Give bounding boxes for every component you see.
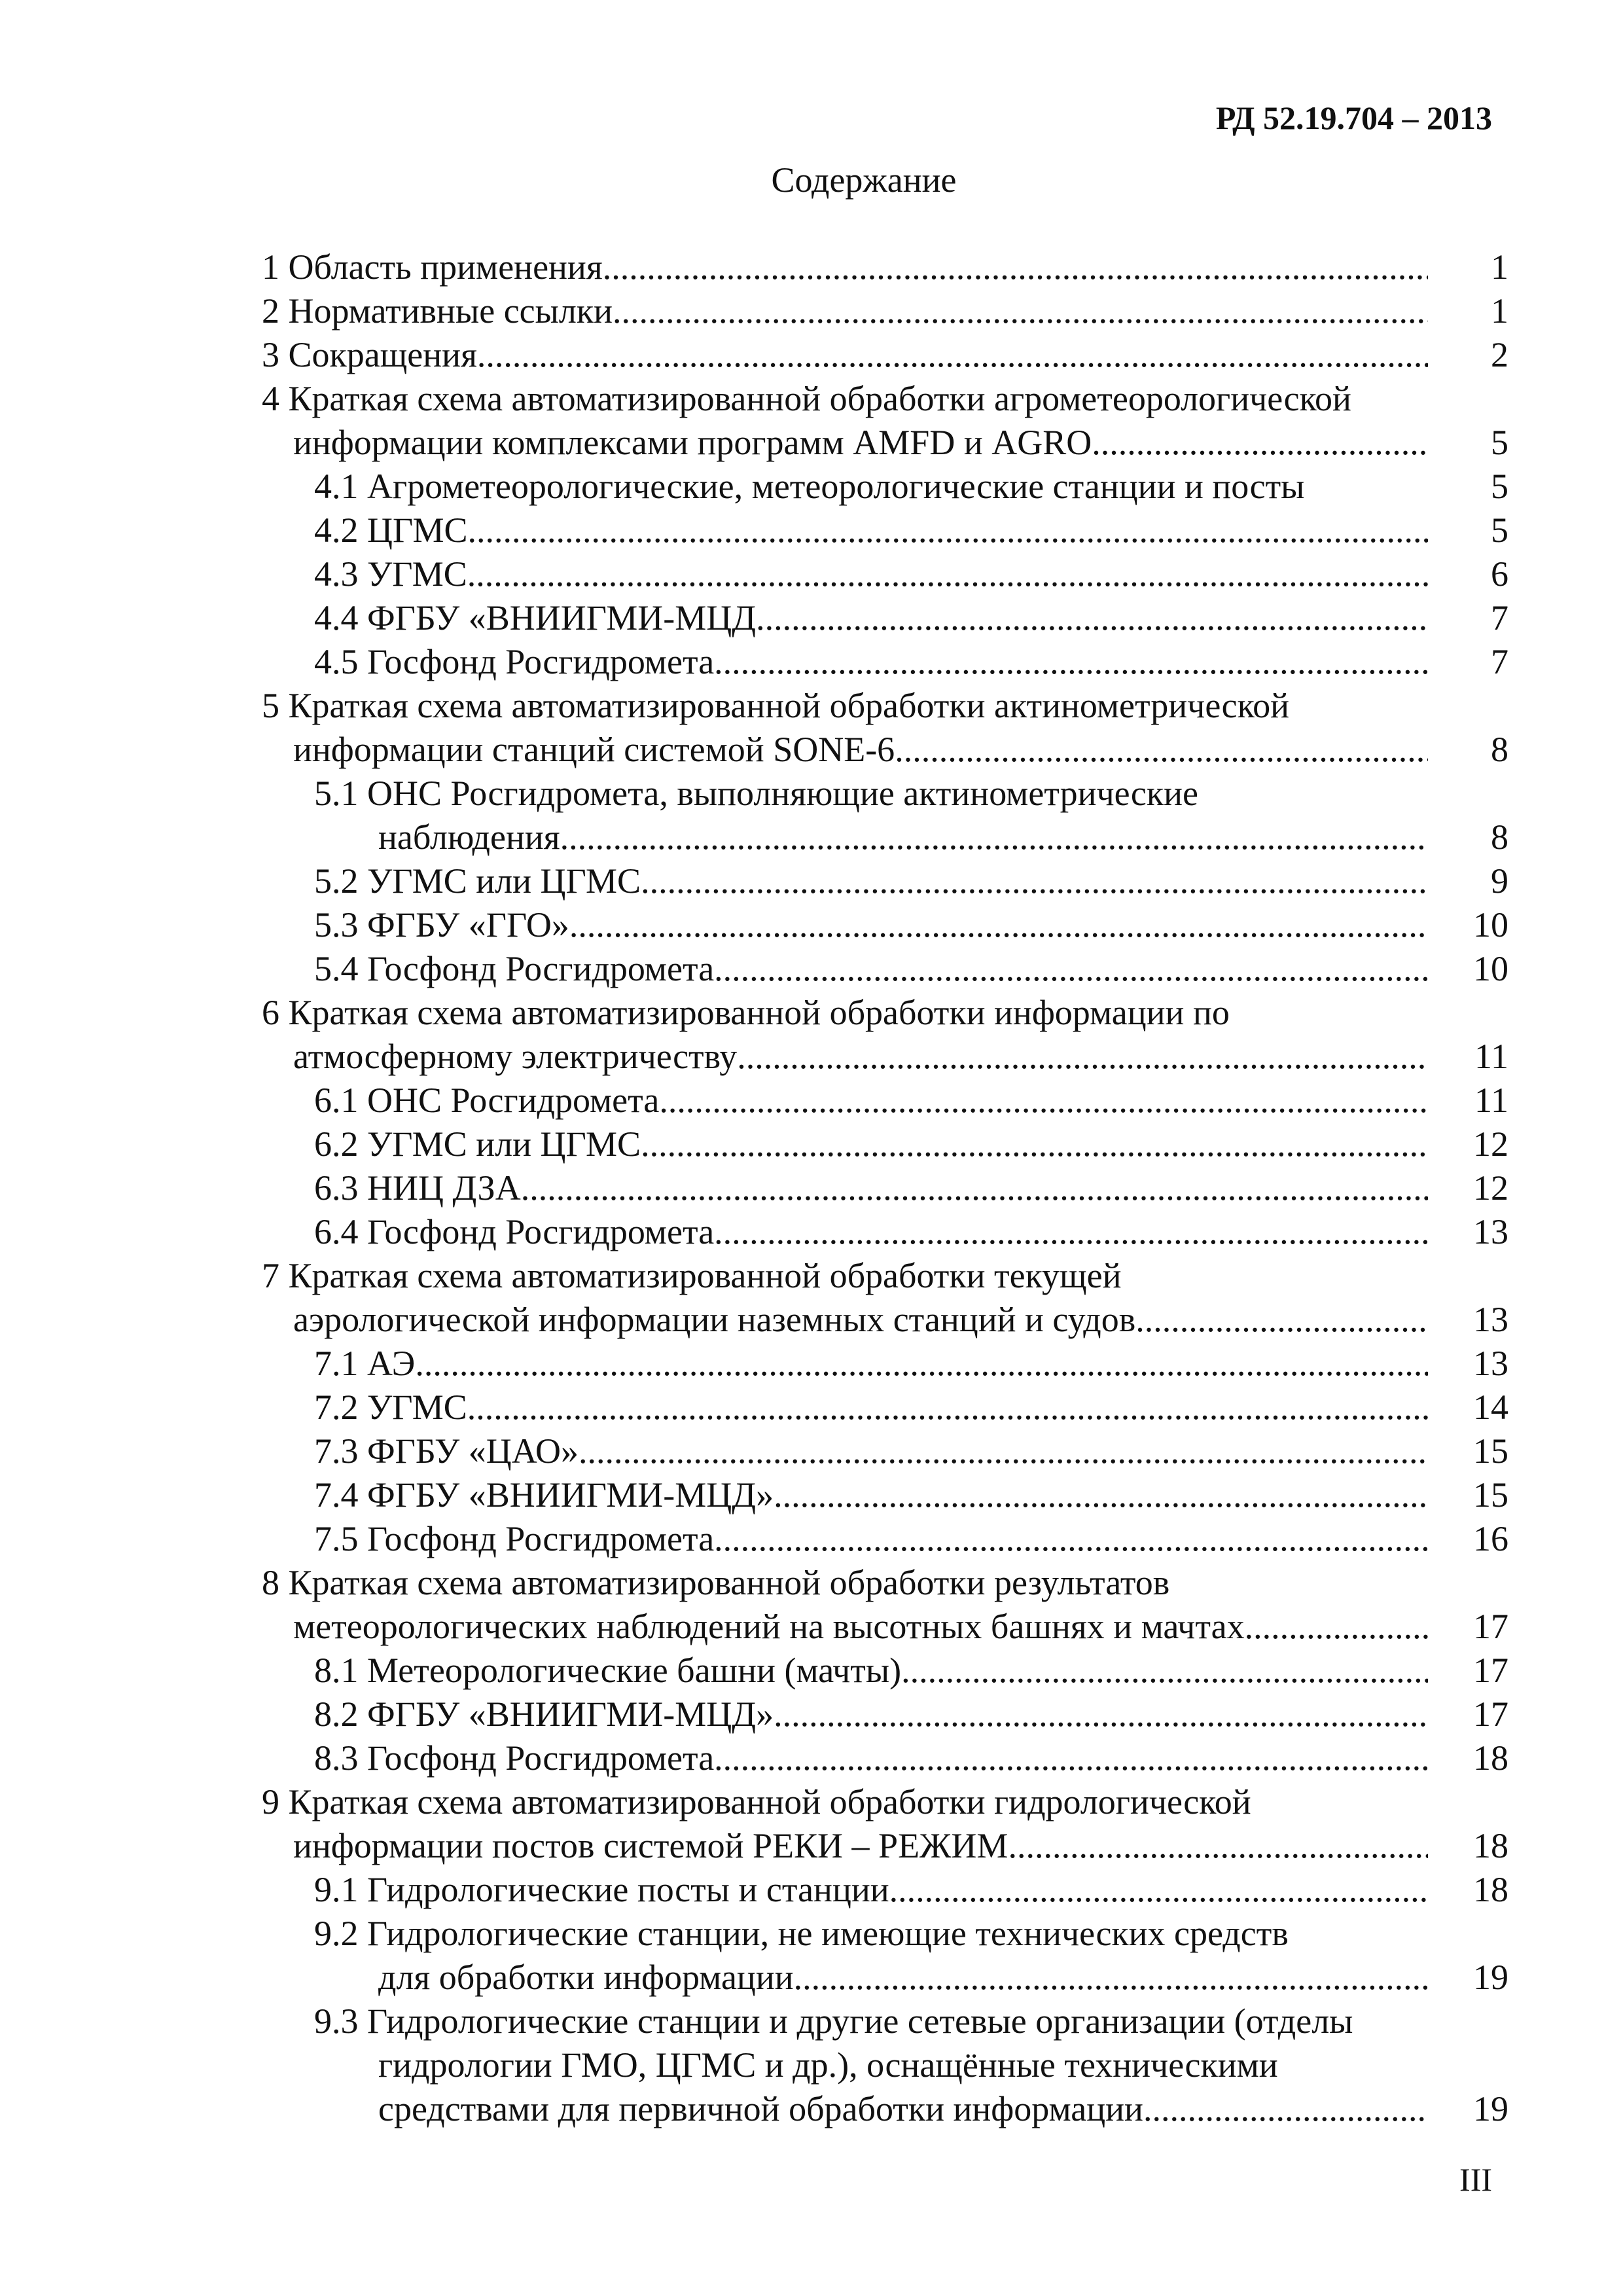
toc-entry-text: 6 Краткая схема автоматизированной обработки информации по [262, 992, 1230, 1032]
toc-subsection [262, 1429, 1508, 1473]
toc-subsection [262, 1648, 1508, 1692]
toc-entry-text: 8.1 Метеорологические башни (мачты) [314, 1650, 902, 1690]
toc-continuation [262, 1604, 1508, 1648]
toc-entry-text: 4.5 Госфонд Росгидромета [314, 641, 715, 681]
toc-continuation [262, 815, 1508, 859]
toc-section [262, 1560, 1508, 1604]
toc-section [262, 683, 1508, 727]
toc-continuation [262, 1034, 1508, 1078]
toc-entry-text: 7.1 АЭ [314, 1343, 416, 1383]
toc-subsection [262, 771, 1508, 815]
dot-leader [468, 510, 1428, 550]
toc-subsection [262, 1911, 1508, 1955]
toc-page-number: 8 [1491, 729, 1508, 769]
toc-subsection [262, 859, 1508, 903]
toc-subsection [262, 946, 1508, 990]
toc-subsection [262, 1516, 1508, 1560]
toc-entry-text: 5 Краткая схема автоматизированной обработки актинометрической [262, 685, 1290, 725]
dot-leader [641, 861, 1428, 901]
toc-entry-text: атмосферному электричеству [293, 1036, 738, 1076]
toc-page-number: 5 [1491, 422, 1508, 462]
toc-entry-text: 9.3 Гидрологические станции и другие сетевые организации (отделы [314, 2001, 1353, 2041]
toc-entry-text: 9 Краткая схема автоматизированной обработки гидрологической [262, 1782, 1251, 1821]
toc-entry-text: информации постов системой РЕКИ – РЕЖИМ [293, 1825, 1008, 1865]
toc-entry-text: 7 Краткая схема автоматизированной обработки текущей [262, 1255, 1122, 1295]
toc-subsection [262, 1473, 1508, 1516]
toc-page-number: 7 [1491, 598, 1508, 637]
dot-leader [714, 1738, 1428, 1778]
dot-leader [714, 1518, 1428, 1559]
dot-leader [603, 247, 1428, 287]
toc-page-number: 12 [1473, 1168, 1508, 1208]
toc-entry-text: 8.3 Госфонд Росгидромета [314, 1738, 715, 1778]
toc-continuation [262, 727, 1508, 771]
toc-page-number: 1 [1491, 247, 1508, 287]
toc-subsection [262, 1867, 1508, 1911]
toc-page-number: 18 [1473, 1738, 1508, 1778]
dot-leader [613, 291, 1428, 331]
toc-page-number: 11 [1474, 1036, 1508, 1076]
toc-subsection [262, 639, 1508, 683]
toc-entry-text: 2 Нормативные ссылки [262, 291, 613, 331]
dot-leader [659, 1080, 1428, 1121]
toc-entry-text: гидрологии ГМО, ЦГМС и др.), оснащённые техническими [378, 2045, 1278, 2085]
toc-subsection [262, 508, 1508, 552]
toc-page-number: 13 [1473, 1299, 1508, 1339]
dot-leader [560, 817, 1428, 857]
toc-page-number: 18 [1473, 1869, 1508, 1909]
toc-page-number: 13 [1473, 1211, 1508, 1251]
dot-leader [521, 1168, 1428, 1208]
toc-entry-text: 9.1 Гидрологические посты и станции [314, 1869, 889, 1909]
toc-subsection [262, 1122, 1508, 1166]
page-title: Содержание [771, 160, 957, 200]
dot-leader [714, 641, 1428, 682]
toc-page-number: 17 [1473, 1694, 1508, 1734]
toc-continuation [262, 2043, 1508, 2087]
dot-leader [569, 905, 1428, 945]
dot-leader [794, 1957, 1428, 1998]
toc-entry-text: 7.2 УГМС [314, 1387, 467, 1427]
toc-entry-text: 4.2 ЦГМС [314, 510, 468, 550]
toc-entry-text: 7.4 ФГБУ «ВНИИГМИ-МЦД» [314, 1475, 774, 1515]
toc-page-number: 12 [1473, 1124, 1508, 1164]
toc-page-number: 10 [1473, 948, 1508, 988]
toc-page-number: 19 [1473, 2089, 1508, 2128]
toc-subsection [262, 596, 1508, 639]
toc-page-number: 8 [1491, 817, 1508, 857]
toc-page-number: 11 [1474, 1080, 1508, 1120]
toc-entry-text: 4.1 Агрометеорологические, метеорологические станции и посты [314, 466, 1305, 506]
toc-entry-text: 7.3 ФГБУ «ЦАО» [314, 1431, 579, 1471]
toc-page-number: 18 [1473, 1825, 1508, 1865]
toc-subsection [262, 1210, 1508, 1253]
dot-leader [467, 554, 1428, 594]
dot-leader [641, 1124, 1428, 1164]
toc-entry-text: 1 Область применения [262, 247, 603, 287]
dot-leader [579, 1431, 1428, 1471]
toc-subsection [262, 1999, 1508, 2043]
toc-page-number: 16 [1473, 1518, 1508, 1558]
toc-subsection [262, 1166, 1508, 1210]
toc-page-number: 15 [1473, 1475, 1508, 1515]
toc-entry-text: 6.1 ОНС Росгидромета [314, 1080, 660, 1120]
toc-subsection [262, 1341, 1508, 1385]
toc-page-number: 17 [1473, 1606, 1508, 1646]
page-number: III [1459, 2161, 1492, 2198]
dot-leader [1245, 1606, 1428, 1647]
toc-continuation [262, 420, 1508, 464]
toc-section [262, 332, 1508, 376]
dot-leader [714, 948, 1428, 989]
toc-page-number: 19 [1473, 1957, 1508, 1997]
dot-leader [889, 1869, 1428, 1910]
toc-entry-text: 8.2 ФГБУ «ВНИИГМИ-МЦД» [314, 1694, 774, 1734]
toc-page-number: 9 [1491, 861, 1508, 901]
toc-subsection [262, 1078, 1508, 1122]
toc-page-number: 5 [1491, 466, 1508, 506]
toc-entry-text: 5.4 Госфонд Росгидромета [314, 948, 715, 988]
toc-subsection [262, 1736, 1508, 1780]
toc-page-number: 7 [1491, 641, 1508, 681]
dot-leader [1143, 2089, 1428, 2129]
dot-leader [1092, 422, 1428, 463]
toc-page-number: 2 [1491, 334, 1508, 374]
dot-leader [774, 1694, 1428, 1734]
toc-subsection [262, 903, 1508, 946]
toc-page-number: 15 [1473, 1431, 1508, 1471]
dot-leader [1008, 1825, 1428, 1866]
toc-entry-text: 5.2 УГМС или ЦГМС [314, 861, 641, 901]
table-of-contents [262, 245, 1508, 2130]
toc-entry-text: 6.2 УГМС или ЦГМС [314, 1124, 641, 1164]
toc-section [262, 289, 1508, 332]
toc-page-number: 17 [1473, 1650, 1508, 1690]
toc-section [262, 1780, 1508, 1823]
dot-leader [774, 1475, 1428, 1515]
toc-subsection [262, 1385, 1508, 1429]
toc-page-number: 6 [1491, 554, 1508, 594]
dot-leader [756, 598, 1428, 638]
toc-section [262, 245, 1508, 289]
toc-subsection [262, 552, 1508, 596]
toc-entry-text: 9.2 Гидрологические станции, не имеющие технических средств [314, 1913, 1289, 1953]
toc-section [262, 1253, 1508, 1297]
toc-continuation [262, 1955, 1508, 1999]
toc-entry-text: 8 Краткая схема автоматизированной обработки результатов [262, 1562, 1170, 1602]
dot-leader [895, 729, 1428, 770]
dot-leader [415, 1343, 1428, 1384]
toc-entry-text: для обработки информации [378, 1957, 794, 1997]
toc-entry-text: 5.3 ФГБУ «ГГО» [314, 905, 569, 944]
toc-entry-text: наблюдения [378, 817, 560, 857]
toc-entry-text: 7.5 Госфонд Росгидромета [314, 1518, 715, 1558]
toc-continuation [262, 1297, 1508, 1341]
toc-page-number: 10 [1473, 905, 1508, 944]
toc-section [262, 376, 1508, 420]
toc-continuation [262, 2087, 1508, 2130]
toc-subsection [262, 1692, 1508, 1736]
toc-entry-text: 5.1 ОНС Росгидромета, выполняющие актинометрические [314, 773, 1199, 813]
dot-leader [737, 1036, 1428, 1077]
toc-page-number: 5 [1491, 510, 1508, 550]
toc-page-number: 14 [1473, 1387, 1508, 1427]
toc-entry-text: 3 Сокращения [262, 334, 477, 374]
toc-entry-text: информации комплексами программ AMFD и AGRO [293, 422, 1092, 462]
toc-continuation [262, 1823, 1508, 1867]
dot-leader [467, 1387, 1428, 1427]
toc-entry-text: 6.4 Госфонд Росгидромета [314, 1211, 715, 1251]
toc-entry-text: 4 Краткая схема автоматизированной обработки агрометеорологической [262, 378, 1351, 418]
dot-leader [714, 1211, 1428, 1252]
toc-subsection [262, 464, 1508, 508]
toc-page-number: 13 [1473, 1343, 1508, 1383]
toc-entry-text: метеорологических наблюдений на высотных башнях и мачтах [293, 1606, 1245, 1646]
dot-leader [901, 1650, 1428, 1691]
toc-entry-text: средствами для первичной обработки информации [378, 2089, 1143, 2128]
toc-section [262, 990, 1508, 1034]
dot-leader [1135, 1299, 1428, 1340]
toc-entry-text: аэрологической информации наземных станций и судов [293, 1299, 1136, 1339]
toc-entry-text: 6.3 НИЦ ДЗА [314, 1168, 521, 1208]
toc-entry-text: 4.4 ФГБУ «ВНИИГМИ-МЦД [314, 598, 757, 637]
toc-entry-text: 4.3 УГМС [314, 554, 467, 594]
toc-entry-text: информации станций системой SONE-6 [293, 729, 895, 769]
toc-page-number: 1 [1491, 291, 1508, 331]
dot-leader [477, 334, 1428, 375]
document-code: РД 52.19.704 – 2013 [1215, 99, 1492, 136]
